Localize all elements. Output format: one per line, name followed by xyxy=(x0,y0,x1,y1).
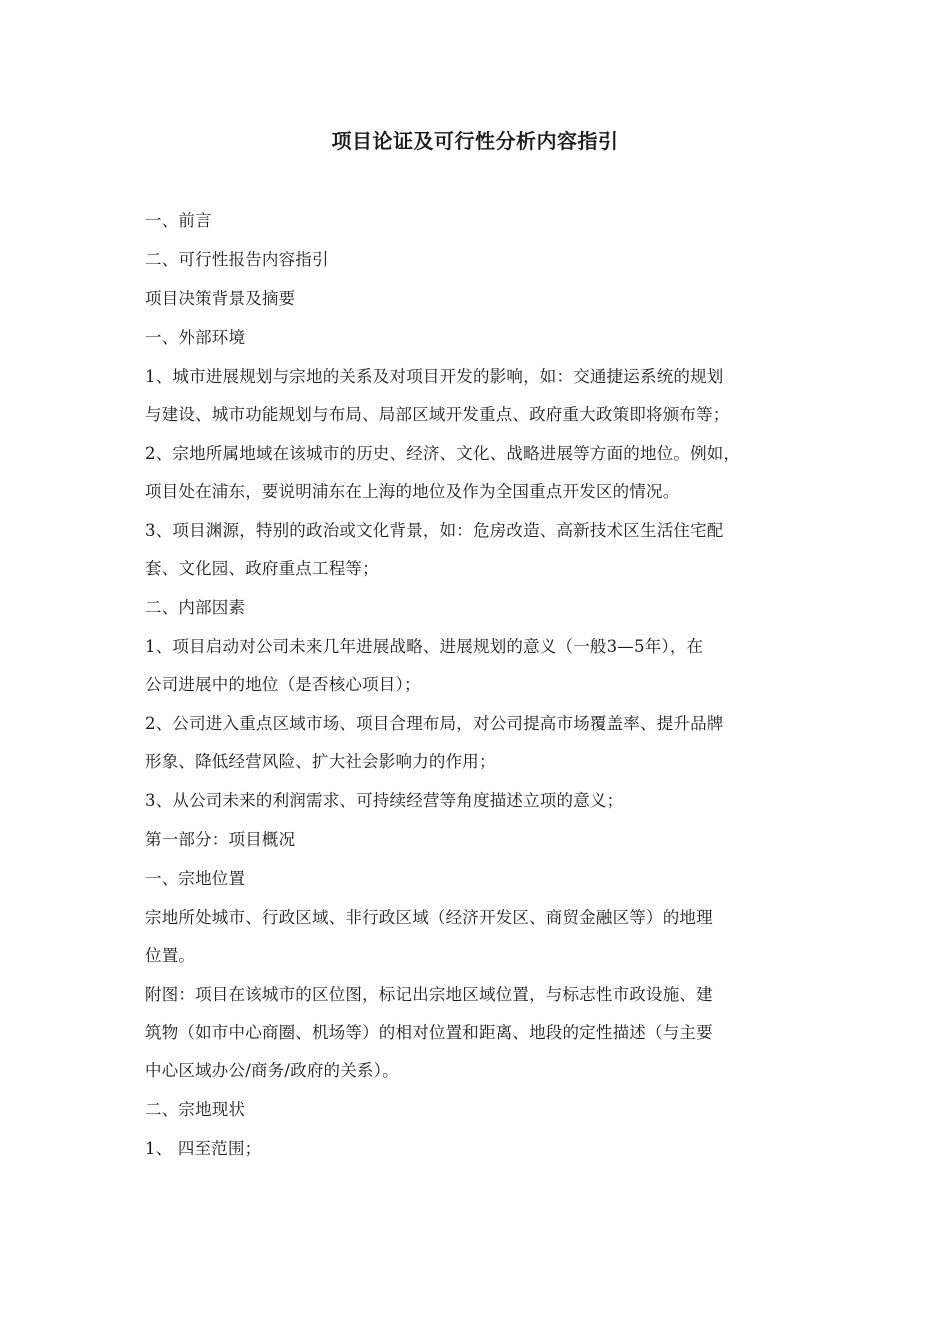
document-body xyxy=(145,206,825,1173)
paragraph-line: 宗地所处城市、行政区域、非行政区域（经济开发区、商贸金融区等）的地理 xyxy=(145,908,713,927)
paragraph-line: 套、文化园、政府重点工程等； xyxy=(145,559,379,578)
heading-internal-factors: 二、内部因素 xyxy=(145,598,246,617)
heading-preface: 一、前言 xyxy=(145,211,212,230)
heading-part-one: 第一部分：项目概况 xyxy=(145,830,296,849)
paragraph-line: 项目处在浦东，要说明浦东在上海的地位及作为全国重点开发区的情况。 xyxy=(145,482,680,501)
paragraph-line: 位置。 xyxy=(145,946,196,965)
paragraph-line: 3、从公司未来的利润需求、可持续经营等角度描述立项的意义； xyxy=(145,791,624,810)
paragraph-line: 2、公司进入重点区域市场、项目合理布局，对公司提高市场覆盖率、提升品牌 xyxy=(145,714,724,733)
paragraph-line: 1、 四至范围； xyxy=(145,1139,262,1158)
paragraph-line: 附图：项目在该城市的区位图，标记出宗地区域位置，与标志性市政设施、建 xyxy=(145,985,713,1004)
paragraph-line: 2、宗地所属地域在该城市的历史、经济、文化、战略进展等方面的地位。例如， xyxy=(145,444,741,463)
heading-background-summary: 项目决策背景及摘要 xyxy=(145,289,296,308)
paragraph-line: 中心区域办公/商务/政府的关系）。 xyxy=(145,1061,399,1080)
paragraph-line: 1、城市进展规划与宗地的关系及对项目开发的影响，如：交通捷运系统的规划 xyxy=(145,367,724,386)
paragraph-line: 1、项目启动对公司未来几年进展战略、进展规划的意义（一般3—5年），在 xyxy=(145,637,704,656)
document-title: 项目论证及可行性分析内容指引 xyxy=(331,129,619,153)
heading-report-guide: 二、可行性报告内容指引 xyxy=(145,250,329,269)
paragraph-line: 与建设、城市功能规划与布局、局部区域开发重点、政府重大政策即将颁布等； xyxy=(145,405,730,424)
paragraph-line: 形象、降低经营风险、扩大社会影响力的作用； xyxy=(145,752,496,771)
paragraph-line: 筑物（如市中心商圈、机场等）的相对位置和距离、地段的定性描述（与主要 xyxy=(145,1023,713,1042)
paragraph-line: 公司进展中的地位（是否核心项目）； xyxy=(145,675,421,694)
heading-external-environment: 一、外部环境 xyxy=(145,328,246,347)
heading-site-status: 二、宗地现状 xyxy=(145,1100,246,1119)
heading-site-location: 一、宗地位置 xyxy=(145,869,246,888)
paragraph-line: 3、项目渊源，特别的政治或文化背景，如：危房改造、高新技术区生活住宅配 xyxy=(145,521,724,540)
